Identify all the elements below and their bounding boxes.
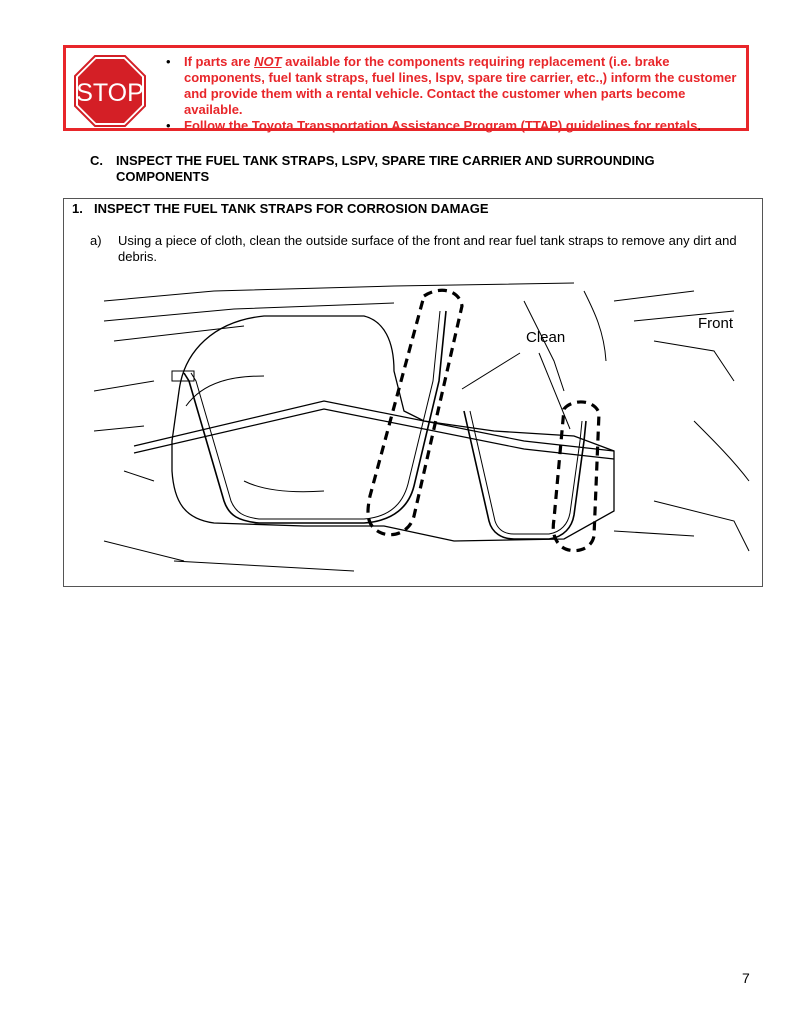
stop-notice-item bbox=[164, 118, 742, 134]
stop-sign-icon bbox=[74, 55, 146, 127]
substep bbox=[90, 233, 756, 265]
stop-sign-text: STOP bbox=[76, 79, 144, 107]
stop-notice bbox=[63, 45, 749, 131]
notice-text: Follow the Toyota Transportation Assistance Program (TTAP) guidelines for rentals bbox=[184, 118, 698, 133]
front-label bbox=[698, 315, 733, 332]
step-title-text: INSPECT THE FUEL TANK STRAPS FOR CORROSION DAMAGE bbox=[94, 201, 489, 216]
step-title bbox=[72, 201, 489, 217]
bullet-icon: • bbox=[166, 54, 171, 69]
section-title: INSPECT THE FUEL TANK STRAPS, LSPV, SPARE TIRE CARRIER AND SURROUNDING COMPONENTS bbox=[116, 153, 655, 184]
bullet-icon: • bbox=[166, 118, 171, 133]
step-box bbox=[63, 198, 763, 587]
stop-notice-item bbox=[164, 54, 742, 118]
substep-text: Using a piece of cloth, clean the outside surface of the front and rear fuel tank straps to remove any dirt and debris. bbox=[118, 233, 737, 264]
section-heading bbox=[90, 153, 730, 185]
clean-label: Clean bbox=[526, 329, 566, 346]
notice-emphasis: NOT bbox=[254, 54, 282, 69]
fuel-tank-diagram bbox=[94, 281, 754, 581]
hand-pointer-icon bbox=[702, 287, 732, 309]
step-number: 1. bbox=[72, 201, 83, 216]
substep-letter: a) bbox=[90, 233, 102, 248]
page-number: 7 bbox=[742, 970, 750, 986]
notice-tail: . bbox=[697, 118, 701, 133]
front-label-text: Front bbox=[698, 315, 734, 332]
notice-text: available for the components requiring replacement (i.e. brake components, fuel tank straps, fuel lines, lspv, spare tire carrier, etc.,) inform the customer and provide them with a rental vehicle. Contact the customer when parts become available. bbox=[184, 54, 737, 117]
notice-text: If parts are bbox=[184, 54, 255, 69]
fuel-tank-illustration bbox=[94, 281, 754, 581]
section-label: C. bbox=[90, 153, 103, 168]
stop-notice-list bbox=[164, 54, 742, 134]
